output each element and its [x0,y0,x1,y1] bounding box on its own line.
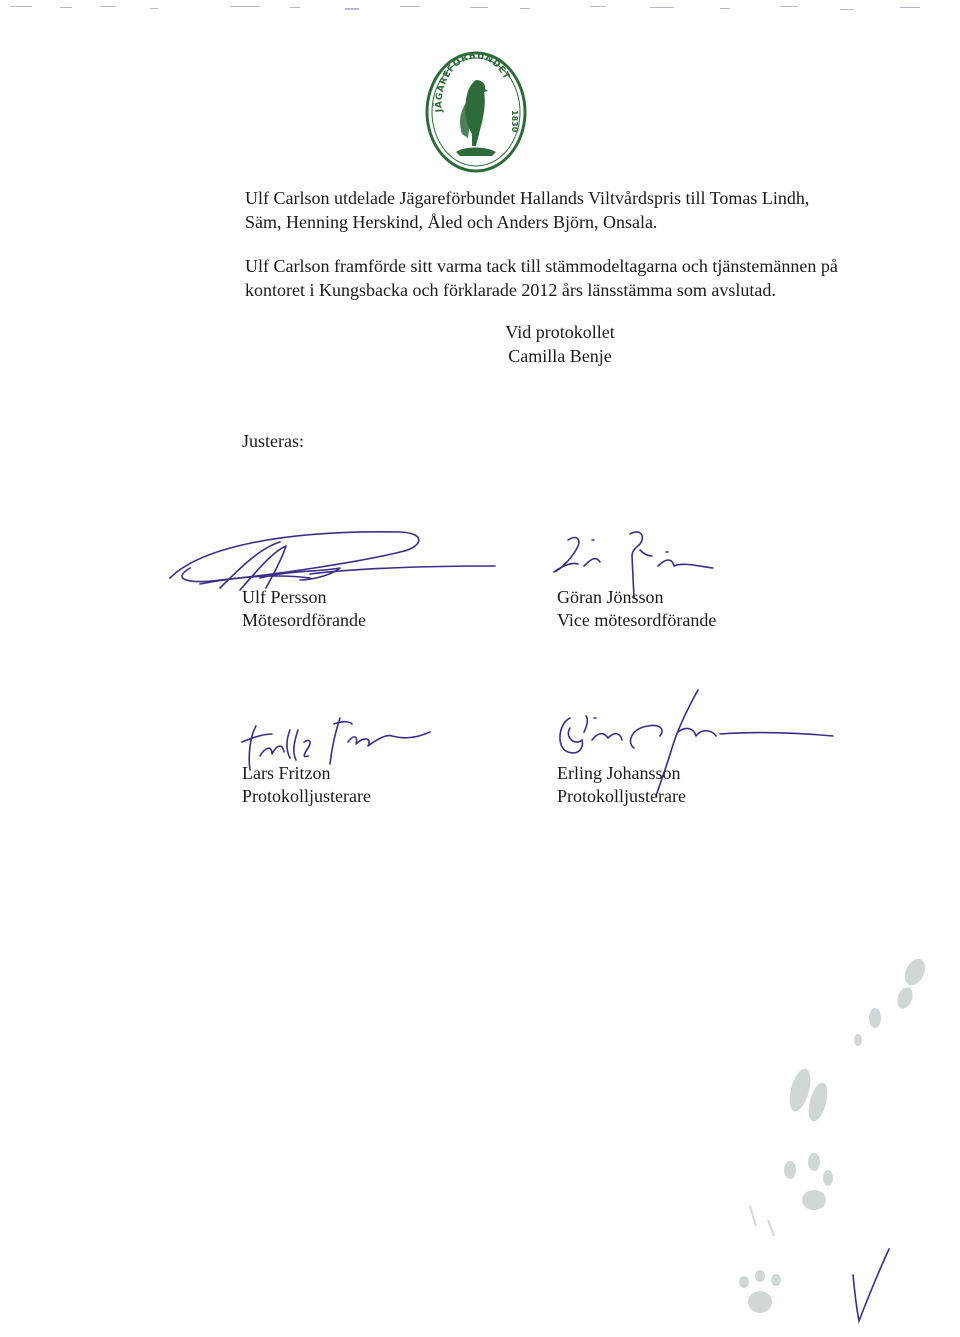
signatory-name-erling: Erling Johansson [557,763,681,783]
paragraph-closing-thanks [245,254,885,302]
signatory-name-lars: Lars Fritzon [242,763,331,783]
signatory-role-goran: Vice mötesordförande [557,610,717,630]
paragraph-line: Ulf Carlson utdelade Jägareförbundet Hallands Viltvårdspris till Tomas Lindh, [245,188,810,208]
justeras-heading: Justeras: [242,431,304,451]
signatory-role-ulf: Mötesordförande [242,610,366,630]
logo-year: 1830 [510,110,519,133]
signatory-role-lars: Protokolljusterare [242,786,371,806]
paragraph-line: Ulf Carlson framförde sitt varma tack till stämmodeltagarna och tjänstemännen på [245,256,838,276]
paragraph-line: kontoret i Kungsbacka och förklarade 2012 års länsstämma som avslutad. [245,280,776,300]
minutes-taker-label: Vid protokollet [505,322,615,342]
paragraph-line: Säm, Henning Herskind, Åled och Anders Björn, Onsala. [245,212,658,232]
minutes-taker-name: Camilla Benje [508,346,612,366]
paragraph-prize-award [245,186,885,234]
jagareforbundet-logo [424,50,528,174]
logo-arc-text: JÄGAREFÖRBUNDET [434,51,512,113]
signature-ulf-persson [160,518,500,608]
signatory-name-ulf: Ulf Persson [242,587,327,607]
signatory-role-erling: Protokolljusterare [557,786,686,806]
signatory-name-goran: Göran Jönsson [557,587,664,607]
scan-artifacts [0,0,960,30]
initial-mark [845,1245,895,1325]
